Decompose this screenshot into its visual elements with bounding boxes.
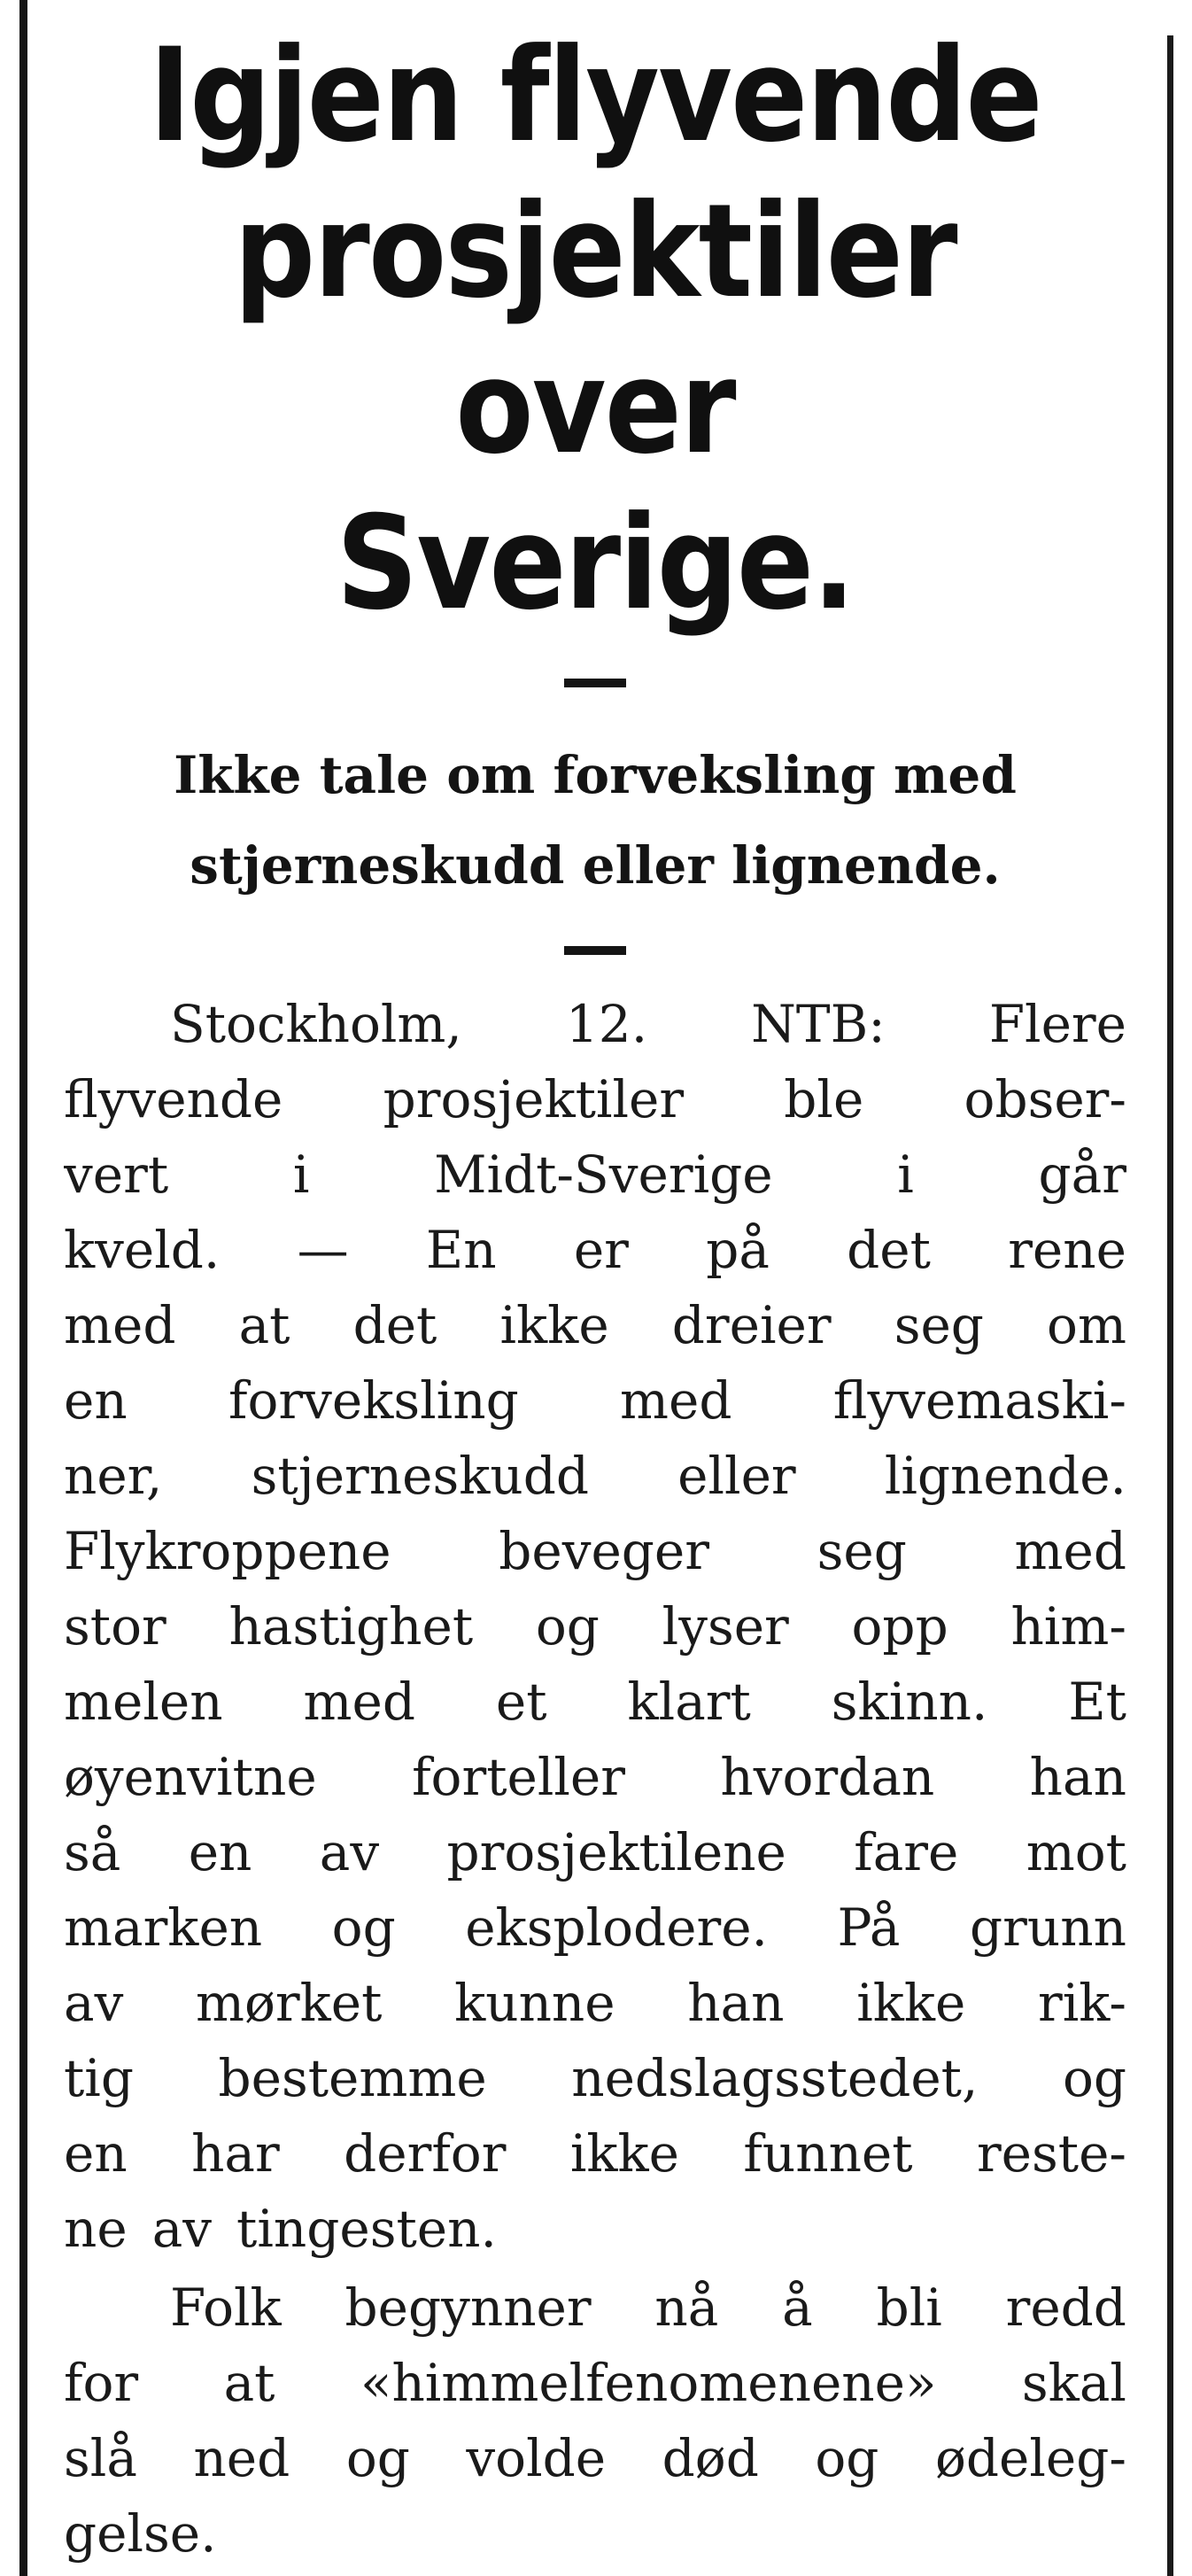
paragraph [64,987,1126,2267]
newspaper-clipping [64,18,1126,2572]
headline-line: Sverige. [336,488,855,639]
column-rule-right [1167,35,1173,2576]
separator-dash [564,679,626,687]
headline-line: prosjektiler over [234,176,956,483]
body-line: Folk begynner nå å bli redd [170,2277,1126,2338]
body-line: kveld. — En er på det rene [64,1220,1126,1280]
body-line: en forveksling med flyvemaski- [64,1370,1126,1431]
body-line: en har derfor ikke funnet reste- [64,2123,1126,2184]
separator-dash [564,946,626,955]
body-line: flyvende prosjektiler ble obser- [64,1069,1126,1129]
body-line: Stockholm, 12. NTB: Flere [170,994,1126,1054]
body-line: vert i Midt-Sverige i går [64,1144,1126,1205]
subheadline-line: stjerneskudd eller lignende. [190,835,1001,896]
body-line: tig bestemme nedslagsstedet, og [64,2048,1126,2108]
body-line: med at det ikke dreier seg om [64,1295,1126,1355]
paragraph [64,2270,1126,2572]
body-line: ner, stjerneskudd eller lignende. [64,1446,1126,1506]
article-body [64,987,1126,2572]
body-line: for at «himmelfenomenene» skal [64,2353,1126,2413]
subheadline-line: Ikke tale om forveksling med [174,745,1017,805]
body-line: melen med et klart skinn. Et [64,1672,1126,1732]
body-line: marken og eksplodere. På grunn [64,1897,1126,1958]
body-line: gelse. [64,2503,217,2564]
body-line: øyenvitne forteller hvordan han [64,1747,1126,1807]
column-rule-left [19,0,27,2576]
headline [64,18,1126,641]
body-line: Flykroppene beveger seg med [64,1521,1126,1581]
body-line: slå ned og volde død og ødeleg- [64,2428,1126,2488]
body-line: ne av tingesten. [64,2199,497,2259]
body-line: stor hastighet og lyser opp him- [64,1596,1126,1657]
headline-line: Igjen flyvende [149,20,1041,171]
body-line: av mørket kunne han ikke rik- [64,1973,1126,2033]
body-line: så en av prosjektilene fare mot [64,1822,1126,1882]
subheadline [64,730,1126,911]
